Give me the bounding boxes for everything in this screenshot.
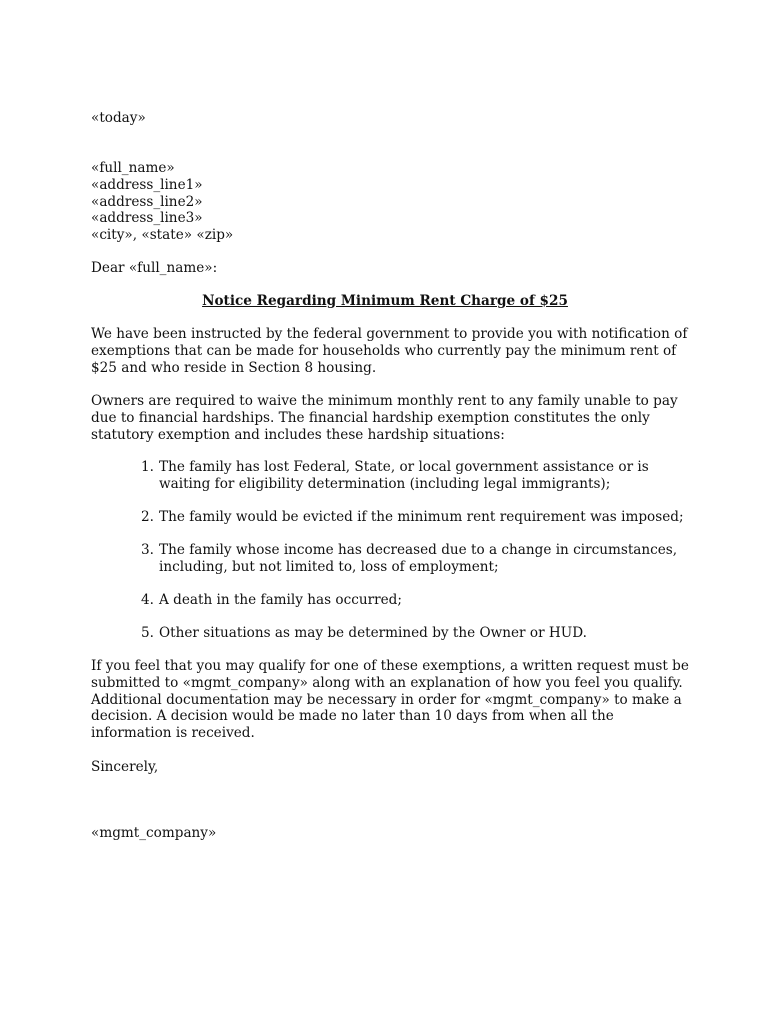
closing [91, 759, 691, 776]
recipient-address [91, 160, 691, 244]
paragraph-line: decision. A decision would be made no later than 10 days from when all the [91, 708, 614, 725]
list-text [159, 592, 699, 609]
paragraph-line: due to financial hardships. The financial hardship exemption constitutes the only [91, 409, 650, 426]
salutation [91, 260, 691, 277]
list-number: 1. [141, 459, 154, 475]
list-number: 4. [141, 592, 154, 608]
notice-title: Notice Regarding Minimum Rent Charge of $25 [202, 293, 568, 309]
paragraph-line: statutory exemption and includes these hardship situations: [91, 426, 505, 443]
list-text [159, 509, 699, 526]
signature [91, 825, 691, 842]
address-line-2: «address_line2» [91, 193, 203, 210]
list-text [159, 625, 699, 642]
letter-date [91, 110, 691, 127]
list-line: The family whose income has decreased due to a change in circumstances, [159, 542, 678, 558]
closing-text: Sincerely, [91, 759, 159, 775]
list-line: waiting for eligibility determination (including legal immigrants); [159, 475, 611, 492]
paragraph-request [91, 658, 691, 742]
recipient-name: «full_name» [91, 160, 175, 176]
list-line: The family would be evicted if the minimum rent requirement was imposed; [159, 509, 684, 525]
address-line-1: «address_line1» [91, 176, 203, 193]
address-line-3: «address_line3» [91, 210, 203, 227]
paragraph-line: submitted to «mgmt_company» along with an explanation of how you feel you qualify. [91, 674, 683, 691]
list-line: including, but not limited to, loss of employment; [159, 558, 499, 575]
date-text: «today» [91, 110, 146, 126]
list-line: Other situations as may be determined by the Owner or HUD. [159, 625, 587, 641]
paragraph-line: We have been instructed by the federal government to provide you with notification of [91, 326, 688, 342]
list-line: A death in the family has occurred; [159, 592, 402, 608]
paragraph-line: exemptions that can be made for households who currently pay the minimum rent of [91, 342, 677, 359]
paragraph-line: If you feel that you may qualify for one of these exemptions, a written request must be [91, 658, 689, 674]
list-text [159, 542, 699, 576]
salutation-text: Dear «full_name»: [91, 260, 218, 276]
list-text [159, 459, 699, 493]
list-number: 5. [141, 625, 154, 641]
list-number: 2. [141, 509, 154, 525]
paragraph-line: Owners are required to waive the minimum monthly rent to any family unable to pay [91, 393, 678, 409]
list-line: The family has lost Federal, State, or local government assistance or is [159, 459, 649, 475]
signature-text: «mgmt_company» [91, 825, 217, 841]
city-state-zip: «city», «state» «zip» [91, 227, 234, 244]
paragraph-hardship [91, 393, 691, 443]
paragraph-line: $25 and who reside in Section 8 housing. [91, 359, 377, 376]
list-number: 3. [141, 542, 154, 558]
paragraph-line: Additional documentation may be necessary in order for «mgmt_company» to make a [91, 691, 682, 708]
paragraph-line: information is received. [91, 725, 255, 742]
paragraph-intro [91, 326, 691, 376]
